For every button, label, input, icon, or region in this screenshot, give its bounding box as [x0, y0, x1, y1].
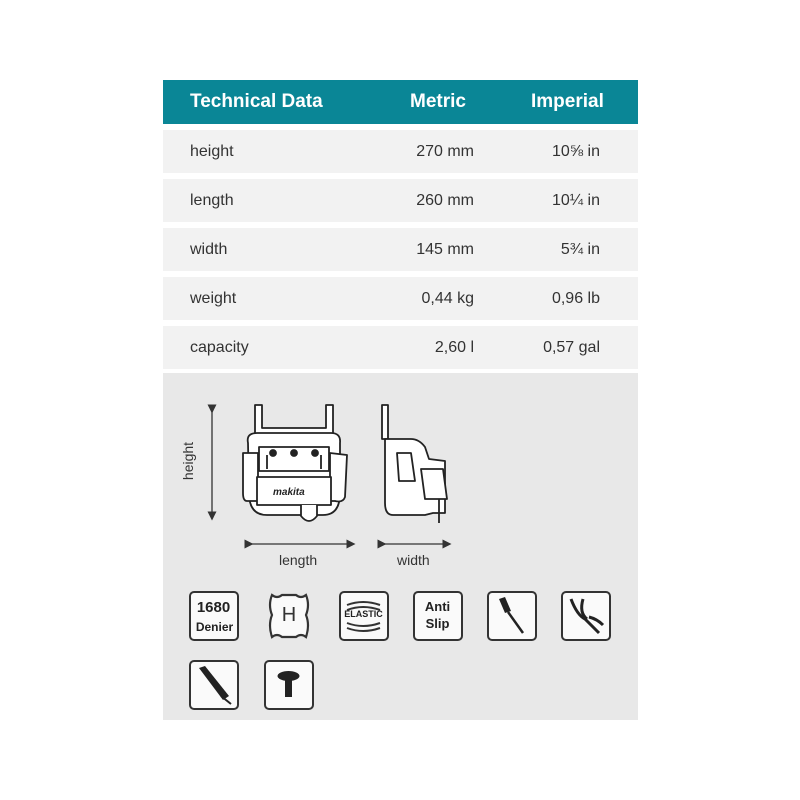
- header-technical-data: Technical Data: [190, 91, 323, 112]
- table-row-length: [163, 179, 638, 222]
- row-label: height: [190, 142, 234, 160]
- product-dimension-panel: [163, 373, 638, 720]
- row-label: width: [190, 240, 228, 258]
- row-imperial: 0,96 lb: [551, 289, 600, 307]
- header-imperial: Imperial: [531, 91, 604, 112]
- technical-data-table: [163, 80, 638, 369]
- row-metric: 145 mm: [416, 240, 474, 258]
- pouch-front-view: [243, 405, 347, 521]
- table-row-weight: [163, 277, 638, 320]
- leather-icon: H: [264, 591, 314, 641]
- pliers-icon: [561, 591, 611, 641]
- elastic-icon: ELASTIC: [339, 591, 389, 641]
- row-imperial: 0,57 gal: [543, 338, 600, 356]
- height-label: height: [180, 441, 197, 481]
- hammer-holder-icon: [264, 660, 314, 710]
- table-row-capacity: [163, 326, 638, 369]
- row-imperial: 10¼ in: [551, 191, 600, 209]
- row-label: length: [190, 191, 234, 209]
- anti-slip-icon: Anti Slip: [413, 591, 463, 641]
- denier-icon: 1680 Denier: [189, 591, 239, 641]
- table-header: [163, 80, 638, 124]
- row-label: capacity: [190, 338, 249, 356]
- row-imperial: 10⅝ in: [551, 142, 600, 160]
- row-metric: 260 mm: [416, 191, 474, 209]
- row-metric: 0,44 kg: [421, 289, 474, 307]
- length-label: length: [279, 552, 318, 568]
- row-metric: 270 mm: [416, 142, 474, 160]
- width-label: width: [397, 552, 430, 568]
- row-imperial: 5¾ in: [560, 240, 600, 258]
- brand-logo: makita: [273, 487, 305, 498]
- utility-knife-icon: [189, 660, 239, 710]
- pouch-side-view: [382, 405, 447, 523]
- row-metric: 2,60 l: [434, 338, 474, 356]
- table-row-height: [163, 130, 638, 173]
- table-row-width: [163, 228, 638, 271]
- row-label: weight: [190, 289, 237, 307]
- header-metric: Metric: [410, 91, 466, 112]
- screwdriver-icon: [487, 591, 537, 641]
